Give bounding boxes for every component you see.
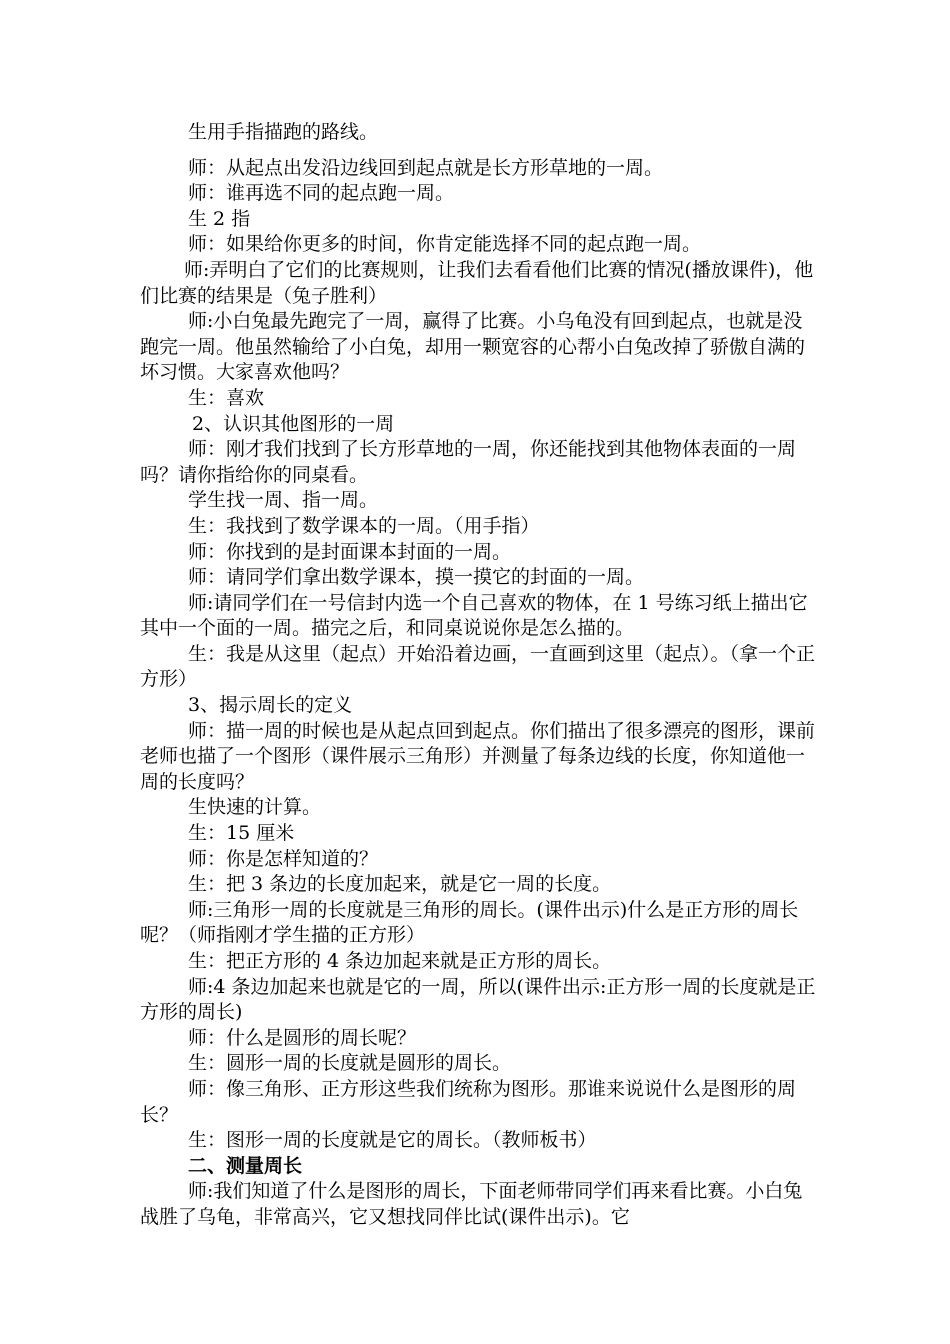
- paragraph: 师：从起点出发沿边线回到起点就是长方形草地的一周。: [188, 156, 664, 179]
- paragraph: 师:我们知道了什么是图形的周长，下面老师带同学们再来看比赛。小白兔战胜了乌龟，非常高兴，它又想找同伴比试(课件出示)。它: [140, 1180, 803, 1228]
- paragraph: 生：我是从这里（起点）开始沿着边画，一直画到这里（起点）。（拿一个正方形）: [140, 642, 816, 691]
- paragraph: 生：把正方形的 4 条边加起来就是正方形的周长。: [188, 950, 612, 972]
- paragraph: 师：像三角形、正方形这些我们统称为图形。那谁来说说什么是图形的周长？: [140, 1077, 797, 1126]
- paragraph: 学生找一周、指一周。: [188, 489, 379, 512]
- paragraph: 师:4 条边加起来也就是它的一周，所以(课件出示:正方形一周的长度就是正方形的周长): [140, 975, 816, 1024]
- paragraph: 生用手指描跑的路线。: [188, 121, 379, 143]
- section-heading: 二、测量周长: [188, 1154, 303, 1177]
- section-heading: 3、揭示周长的定义: [188, 694, 353, 717]
- paragraph: 师：什么是圆形的周长呢？: [188, 1026, 417, 1049]
- document-body: [140, 120, 820, 1231]
- paragraph: 师：你是怎样知道的？: [188, 847, 379, 870]
- paragraph: 生 2 指: [188, 207, 251, 230]
- section-heading: 2、认识其他图形的一周: [192, 412, 395, 435]
- paragraph: 师：刚才我们找到了长方形草地的一周，你还能找到其他物体表面的一周吗？请你指给你的同桌看。: [140, 438, 797, 486]
- paragraph: 生：我找到了数学课本的一周。（用手指）: [188, 514, 540, 537]
- paragraph: 生快速的计算。: [188, 796, 322, 819]
- paragraph: 师：谁再选不同的起点跑一周。: [188, 182, 455, 205]
- paragraph: 师：请同学们拿出数学课本，摸一摸它的封面的一周。: [188, 566, 645, 589]
- paragraph: 生：15 厘米: [188, 822, 295, 845]
- paragraph: 师：描一周的时候也是从起点回到起点。你们描出了很多漂亮的图形，课前老师也描了一个图形（课件展示三角形）并测量了每条边线的长度，你知道他一周的长度吗？: [140, 719, 816, 793]
- paragraph: 师:弄明白了它们的比赛规则，让我们去看看他们比赛的情况(播放课件)，他们比赛的结果是（兔子胜利）: [140, 258, 814, 307]
- paragraph: 生：圆形一周的长度就是圆形的周长。: [188, 1052, 512, 1075]
- paragraph: 师:请同学们在一号信封内选一个自己喜欢的物体，在 1 号练习纸上描出它其中一个面的一周。描完之后，和同桌说说你是怎么描的。: [140, 591, 808, 640]
- paragraph: 生：把 3 条边的长度加起来，就是它一周的长度。: [188, 873, 612, 896]
- paragraph: 生：喜欢: [188, 386, 265, 409]
- paragraph: 师：如果给你更多的时间，你肯定能选择不同的起点跑一周。: [188, 233, 702, 256]
- paragraph: 师:小白兔最先跑完了一周，赢得了比赛。小乌龟没有回到起点，也就是没跑完一周。他虽然输给了小白兔，却用一颗宽容的心帮小白兔改掉了骄傲自满的坏习惯。大家喜欢他吗？: [140, 310, 806, 384]
- paragraph: 师:三角形一周的长度就是三角形的周长。(课件出示)什么是正方形的周长呢？（师指刚才学生描的正方形）: [140, 898, 799, 947]
- paragraph: 生：图形一周的长度就是它的周长。（教师板书）: [188, 1129, 597, 1152]
- paragraph: 师：你找到的是封面课本封面的一周。: [188, 540, 512, 563]
